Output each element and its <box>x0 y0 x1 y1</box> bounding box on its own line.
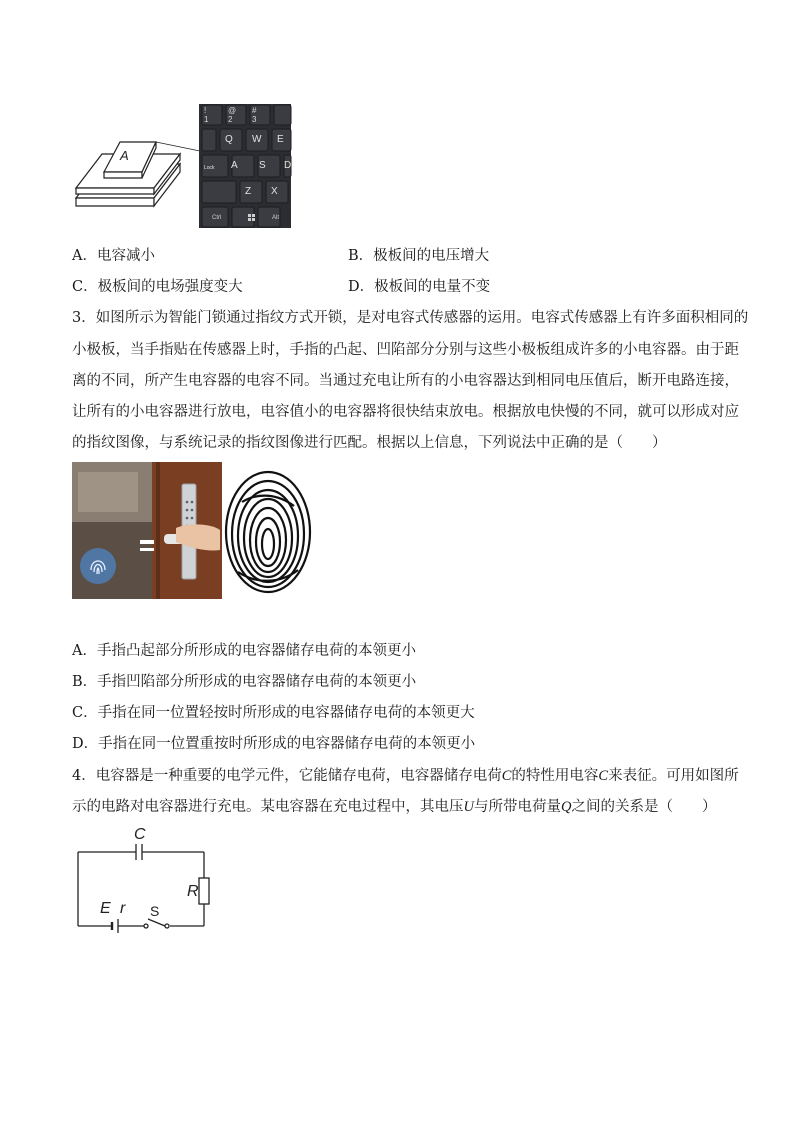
label-switch: S <box>150 903 160 919</box>
key-label: ! <box>204 106 207 115</box>
key-label: S <box>259 160 266 171</box>
circuit-diagram <box>70 822 220 942</box>
key-label: X <box>271 186 278 197</box>
q3-option-d: D．手指在同一位置重按时所形成的电容器储存电荷的本领更小 <box>72 736 476 752</box>
q3-stem-line: 的指纹图像，与系统记录的指纹图像进行匹配。根据以上信息，下列说法中正确的是（ ） <box>72 435 667 451</box>
key-label: Ctrl <box>212 215 222 221</box>
var-c: C <box>598 768 609 784</box>
label-capacitor: C <box>134 826 146 843</box>
plate-label-a: A <box>120 148 129 163</box>
q3-option-a: A．手指凸起部分所形成的电容器储存电荷的本领更小 <box>72 643 416 659</box>
q4-stem-line: 4．电容器是一种重要的电学元件，它能储存电荷，电容器储存电荷C的特性用电容C来表征。可用如图所 <box>72 768 739 784</box>
keyboard-photo <box>199 104 291 228</box>
key-label: A <box>231 160 238 171</box>
key-label: Lock <box>204 165 215 171</box>
q3-stem-line: 3．如图所示为智能门锁通过指纹方式开锁，是对电容式传感器的运用。电容式传感器上有许多面积相同的 <box>72 310 749 326</box>
key-label: @ <box>228 106 237 115</box>
key-label: E <box>277 134 284 145</box>
option-c: C．极板间的电场强度变大 <box>72 279 243 295</box>
option-d: D．极板间的电量不变 <box>348 279 491 295</box>
key-label: W <box>252 134 262 145</box>
var-u: U <box>463 799 474 815</box>
label-emf: E <box>100 900 111 917</box>
q3-option-c: C．手指在同一位置轻按时所形成的电容器储存电荷的本领更大 <box>72 705 475 721</box>
var-q: Q <box>560 799 572 815</box>
key-label: D <box>284 160 292 171</box>
option-b: B．极板间的电压增大 <box>348 248 490 264</box>
q3-stem-line: 让所有的小电容器进行放电，电容值小的电容器将很快结束放电。根据放电快慢的不同，就可以形成对应 <box>72 404 739 420</box>
switch-lever <box>148 919 165 926</box>
label-internal-resistance: r <box>120 900 126 917</box>
key-label: # <box>252 106 257 115</box>
figure-door-lock-fingerprint <box>72 462 317 602</box>
key-label: Z <box>245 186 252 197</box>
q3-option-b: B．手指凹陷部分所形成的电容器储存电荷的本领更小 <box>72 674 417 690</box>
key-label: Alt <box>272 215 280 221</box>
resistor <box>199 878 209 904</box>
var-c: C <box>501 768 512 784</box>
option-a: A．电容减小 <box>72 248 155 264</box>
q4-stem-line: 示的电路对电容器进行充电。某电容器在充电过程中，其电压U与所带电荷量Q之间的关系是（ ） <box>72 799 717 815</box>
fingerprint-image <box>226 472 310 592</box>
key-label: 2 <box>228 115 233 124</box>
key-label: 3 <box>252 115 257 124</box>
q3-stem-line: 小极板，当手指贴在传感器上时，手指的凸起、凹陷部分分别与这些小极板组成许多的小电容器。由于距 <box>72 342 739 358</box>
label-resistor: R <box>187 883 199 900</box>
figure-capacitor-keyboard <box>68 100 298 232</box>
key-label: Q <box>225 134 233 145</box>
q3-stem-line: 离的不同，所产生电容器的电容不同。当通过充电让所有的小电容器达到相同电压值后，断开电路连接， <box>72 373 739 389</box>
key-label: 1 <box>204 115 209 124</box>
door-lock-photo <box>72 462 222 599</box>
